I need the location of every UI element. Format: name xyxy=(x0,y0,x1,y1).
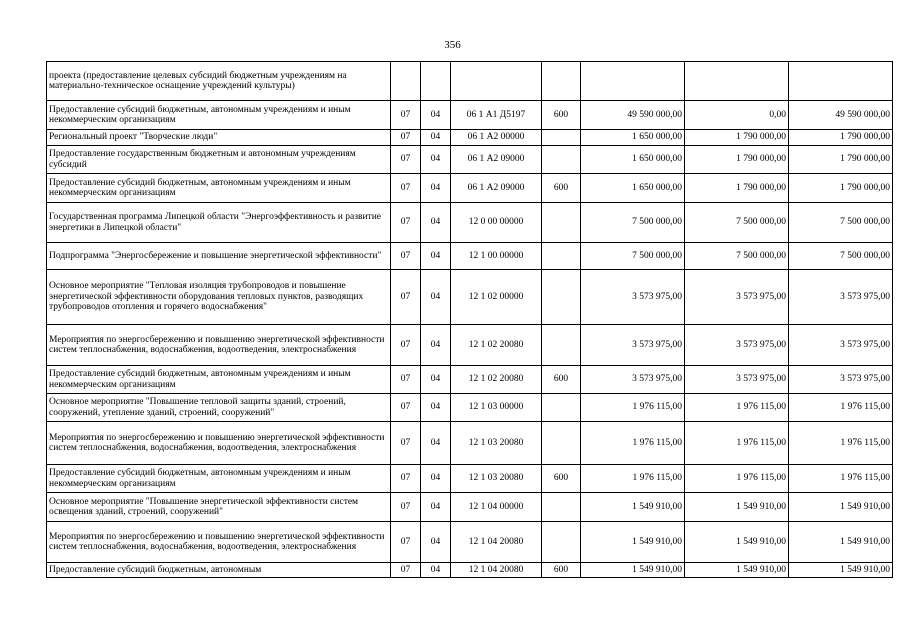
row-description: Предоставление государственным бюджетным и автономным учреждениям субсидий xyxy=(47,146,391,174)
amount-year-2: 3 573 975,00 xyxy=(685,325,789,366)
table-row xyxy=(47,62,893,101)
table-row xyxy=(47,522,893,563)
target-article-code xyxy=(451,62,542,101)
target-article-code: 12 1 03 20080 xyxy=(451,465,542,493)
amount-year-1 xyxy=(581,62,685,101)
row-description: Основное мероприятие "Тепловая изоляция трубопроводов и повышение энергетической эффективности оборудования тепловых пунктов, разводящих трубопроводов отопления и горячего водоснабжения" xyxy=(47,270,391,325)
target-article-code: 12 1 02 20080 xyxy=(451,366,542,394)
amount-year-1: 1 650 000,00 xyxy=(581,174,685,203)
amount-year-3: 3 573 975,00 xyxy=(789,270,893,325)
amount-year-3: 1 976 115,00 xyxy=(789,465,893,493)
amount-year-3: 3 573 975,00 xyxy=(789,325,893,366)
row-description: Мероприятия по энергосбережению и повышению энергетической эффективности систем теплоснабжения, водоснабжения, водоотведения, электроснабжения xyxy=(47,325,391,366)
amount-year-2: 0,00 xyxy=(685,101,789,130)
amount-year-3: 7 500 000,00 xyxy=(789,243,893,270)
subsection-code: 04 xyxy=(421,146,451,174)
subsection-code: 04 xyxy=(421,366,451,394)
target-article-code: 12 1 02 00000 xyxy=(451,270,542,325)
amount-year-1: 1 976 115,00 xyxy=(581,422,685,465)
subsection-code: 04 xyxy=(421,101,451,130)
page-number: 356 xyxy=(444,39,461,51)
table-row xyxy=(47,243,893,270)
table-row xyxy=(47,146,893,174)
subsection-code: 04 xyxy=(421,522,451,563)
amount-year-3: 1 549 910,00 xyxy=(789,563,893,578)
target-article-code: 12 1 02 20080 xyxy=(451,325,542,366)
table-row xyxy=(47,270,893,325)
subsection-code: 04 xyxy=(421,394,451,422)
table-row xyxy=(47,174,893,203)
amount-year-1: 1 549 910,00 xyxy=(581,563,685,578)
amount-year-2: 1 549 910,00 xyxy=(685,522,789,563)
amount-year-1: 1 650 000,00 xyxy=(581,146,685,174)
amount-year-2: 7 500 000,00 xyxy=(685,243,789,270)
row-description: Предоставление субсидий бюджетным, автономным учреждениям и иным некоммерческим организациям xyxy=(47,465,391,493)
subsection-code: 04 xyxy=(421,174,451,203)
expense-type-code: 600 xyxy=(542,101,581,130)
section-code: 07 xyxy=(391,101,421,130)
target-article-code: 06 1 А2 09000 xyxy=(451,174,542,203)
target-article-code: 06 1 А1 Д5197 xyxy=(451,101,542,130)
row-description: Региональный проект "Творческие люди" xyxy=(47,130,391,146)
table-row xyxy=(47,563,893,578)
amount-year-2: 3 573 975,00 xyxy=(685,270,789,325)
table-row xyxy=(47,493,893,522)
section-code xyxy=(391,62,421,101)
section-code: 07 xyxy=(391,563,421,578)
expense-type-code: 600 xyxy=(542,174,581,203)
table-row xyxy=(47,101,893,130)
row-description: Государственная программа Липецкой области "Энергоэффективность и развитие энергетики в Липецкой области" xyxy=(47,203,391,243)
expense-type-code xyxy=(542,325,581,366)
amount-year-3: 1 549 910,00 xyxy=(789,522,893,563)
target-article-code: 12 1 03 00000 xyxy=(451,394,542,422)
section-code: 07 xyxy=(391,270,421,325)
table-row xyxy=(47,130,893,146)
row-description: Мероприятия по энергосбережению и повышению энергетической эффективности систем теплоснабжения, водоснабжения, водоотведения, электроснабжения xyxy=(47,422,391,465)
table-row xyxy=(47,422,893,465)
amount-year-1: 1 976 115,00 xyxy=(581,394,685,422)
subsection-code: 04 xyxy=(421,325,451,366)
subsection-code: 04 xyxy=(421,493,451,522)
expense-type-code xyxy=(542,203,581,243)
amount-year-3: 7 500 000,00 xyxy=(789,203,893,243)
subsection-code: 04 xyxy=(421,130,451,146)
section-code: 07 xyxy=(391,366,421,394)
expense-type-code: 600 xyxy=(542,563,581,578)
section-code: 07 xyxy=(391,243,421,270)
amount-year-3 xyxy=(789,62,893,101)
expense-type-code xyxy=(542,62,581,101)
subsection-code: 04 xyxy=(421,422,451,465)
target-article-code: 12 0 00 00000 xyxy=(451,203,542,243)
row-description: Предоставление субсидий бюджетным, автономным учреждениям и иным некоммерческим организациям xyxy=(47,366,391,394)
budget-table xyxy=(46,61,893,578)
section-code: 07 xyxy=(391,203,421,243)
table-row xyxy=(47,203,893,243)
section-code: 07 xyxy=(391,465,421,493)
amount-year-2: 3 573 975,00 xyxy=(685,366,789,394)
row-description: Основное мероприятие "Повышение тепловой защиты зданий, строений, сооружений, утепление зданий, строений, сооружений" xyxy=(47,394,391,422)
row-description: Предоставление субсидий бюджетным, автономным учреждениям и иным некоммерческим организациям xyxy=(47,101,391,130)
target-article-code: 12 1 04 20080 xyxy=(451,522,542,563)
target-article-code: 12 1 04 00000 xyxy=(451,493,542,522)
amount-year-2: 1 790 000,00 xyxy=(685,130,789,146)
amount-year-3: 1 790 000,00 xyxy=(789,146,893,174)
amount-year-1: 3 573 975,00 xyxy=(581,270,685,325)
expense-type-code xyxy=(542,522,581,563)
amount-year-1: 1 650 000,00 xyxy=(581,130,685,146)
table-row xyxy=(47,394,893,422)
amount-year-2 xyxy=(685,62,789,101)
section-code: 07 xyxy=(391,174,421,203)
subsection-code: 04 xyxy=(421,203,451,243)
budget-table-body xyxy=(47,62,893,578)
row-description: Основное мероприятие "Повышение энергетической эффективности систем освещения зданий, строений, сооружений" xyxy=(47,493,391,522)
amount-year-3: 1 790 000,00 xyxy=(789,130,893,146)
amount-year-1: 7 500 000,00 xyxy=(581,203,685,243)
table-row xyxy=(47,465,893,493)
row-description: Предоставление субсидий бюджетным, автономным xyxy=(47,563,391,578)
subsection-code xyxy=(421,62,451,101)
expense-type-code xyxy=(542,422,581,465)
row-description: Подпрограмма "Энергосбережение и повышение энергетической эффективности" xyxy=(47,243,391,270)
expense-type-code xyxy=(542,493,581,522)
amount-year-1: 1 976 115,00 xyxy=(581,465,685,493)
section-code: 07 xyxy=(391,146,421,174)
target-article-code: 06 1 А2 09000 xyxy=(451,146,542,174)
amount-year-1: 3 573 975,00 xyxy=(581,325,685,366)
amount-year-2: 1 790 000,00 xyxy=(685,174,789,203)
subsection-code: 04 xyxy=(421,563,451,578)
expense-type-code xyxy=(542,146,581,174)
section-code: 07 xyxy=(391,422,421,465)
amount-year-1: 49 590 000,00 xyxy=(581,101,685,130)
expense-type-code xyxy=(542,270,581,325)
table-row xyxy=(47,366,893,394)
expense-type-code xyxy=(542,243,581,270)
amount-year-2: 7 500 000,00 xyxy=(685,203,789,243)
amount-year-2: 1 790 000,00 xyxy=(685,146,789,174)
subsection-code: 04 xyxy=(421,270,451,325)
target-article-code: 12 1 04 20080 xyxy=(451,563,542,578)
section-code: 07 xyxy=(391,325,421,366)
target-article-code: 12 1 00 00000 xyxy=(451,243,542,270)
table-row xyxy=(47,325,893,366)
amount-year-2: 1 976 115,00 xyxy=(685,394,789,422)
section-code: 07 xyxy=(391,522,421,563)
row-description: проекта (предоставление целевых субсидий бюджетным учреждениям на материально-техническое оснащение учреждений культуры) xyxy=(47,62,391,101)
amount-year-3: 1 976 115,00 xyxy=(789,394,893,422)
expense-type-code xyxy=(542,394,581,422)
amount-year-2: 1 976 115,00 xyxy=(685,422,789,465)
amount-year-3: 1 790 000,00 xyxy=(789,174,893,203)
target-article-code: 12 1 03 20080 xyxy=(451,422,542,465)
amount-year-2: 1 549 910,00 xyxy=(685,563,789,578)
amount-year-1: 3 573 975,00 xyxy=(581,366,685,394)
expense-type-code xyxy=(542,130,581,146)
row-description: Мероприятия по энергосбережению и повышению энергетической эффективности систем теплоснабжения, водоснабжения, водоотведения, электроснабжения xyxy=(47,522,391,563)
amount-year-1: 1 549 910,00 xyxy=(581,493,685,522)
expense-type-code: 600 xyxy=(542,465,581,493)
amount-year-3: 1 549 910,00 xyxy=(789,493,893,522)
amount-year-2: 1 976 115,00 xyxy=(685,465,789,493)
section-code: 07 xyxy=(391,394,421,422)
amount-year-3: 49 590 000,00 xyxy=(789,101,893,130)
subsection-code: 04 xyxy=(421,465,451,493)
amount-year-3: 3 573 975,00 xyxy=(789,366,893,394)
target-article-code: 06 1 А2 00000 xyxy=(451,130,542,146)
expense-type-code: 600 xyxy=(542,366,581,394)
amount-year-2: 1 549 910,00 xyxy=(685,493,789,522)
amount-year-1: 1 549 910,00 xyxy=(581,522,685,563)
amount-year-1: 7 500 000,00 xyxy=(581,243,685,270)
amount-year-3: 1 976 115,00 xyxy=(789,422,893,465)
section-code: 07 xyxy=(391,493,421,522)
section-code: 07 xyxy=(391,130,421,146)
row-description: Предоставление субсидий бюджетным, автономным учреждениям и иным некоммерческим организациям xyxy=(47,174,391,203)
subsection-code: 04 xyxy=(421,243,451,270)
